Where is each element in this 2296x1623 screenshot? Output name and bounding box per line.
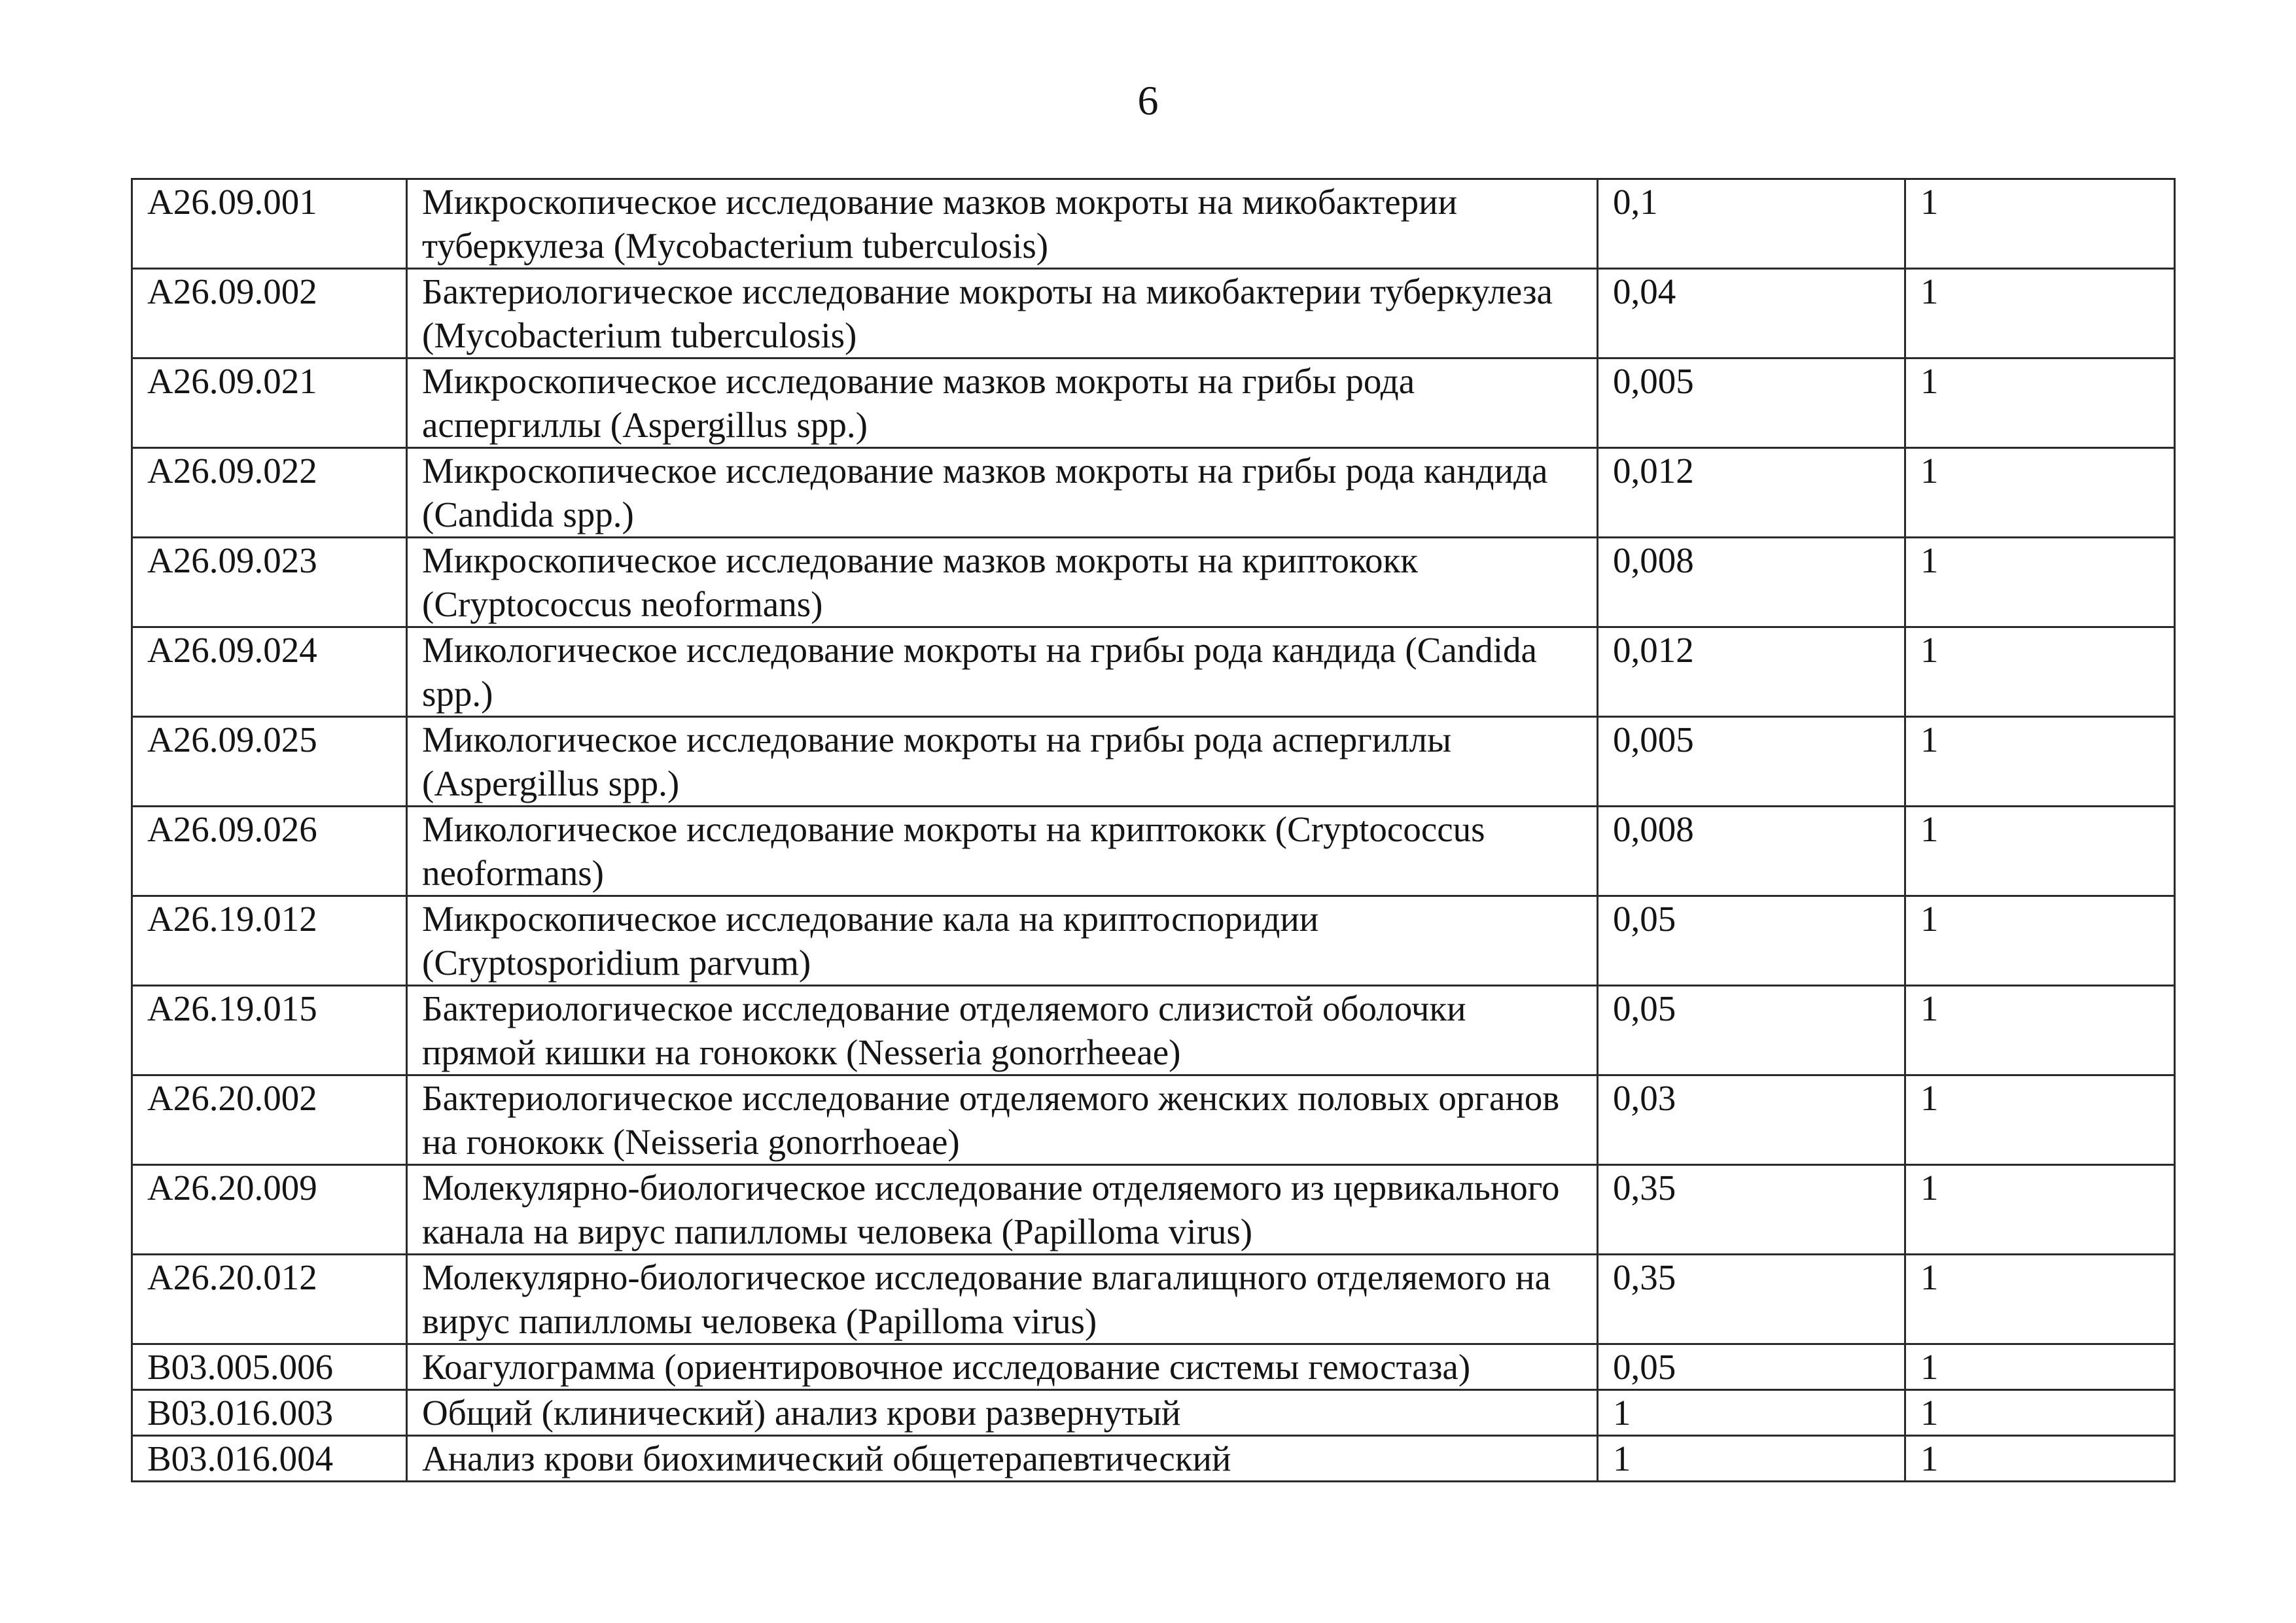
service-code: A26.20.002 bbox=[132, 1075, 407, 1165]
multiplicity-value: 1 bbox=[1905, 358, 2175, 448]
frequency-value: 1 bbox=[1598, 1390, 1905, 1436]
multiplicity-value: 1 bbox=[1905, 179, 2175, 269]
frequency-value: 0,05 bbox=[1598, 986, 1905, 1075]
frequency-value: 0,35 bbox=[1598, 1255, 1905, 1344]
service-code: A26.20.012 bbox=[132, 1255, 407, 1344]
frequency-value: 0,35 bbox=[1598, 1165, 1905, 1255]
frequency-value: 0,012 bbox=[1598, 448, 1905, 538]
service-name: Молекулярно-биологическое исследование влагалищного отделяемого на вирус папилломы человека (Papilloma virus) bbox=[407, 1255, 1598, 1344]
frequency-value: 0,05 bbox=[1598, 1344, 1905, 1390]
service-code: B03.016.003 bbox=[132, 1390, 407, 1436]
service-code: A26.09.026 bbox=[132, 807, 407, 896]
frequency-value: 0,1 bbox=[1598, 179, 1905, 269]
table-row bbox=[132, 717, 2175, 807]
service-name: Микологическое исследование мокроты на грибы рода аспергиллы (Aspergillus spp.) bbox=[407, 717, 1598, 807]
service-name: Бактериологическое исследование мокроты на микобактерии туберкулеза (Mycobacterium tuberculosis) bbox=[407, 269, 1598, 358]
service-name: Микологическое исследование мокроты на криптококк (Cryptococcus neoformans) bbox=[407, 807, 1598, 896]
service-code: A26.19.012 bbox=[132, 896, 407, 986]
service-name: Бактериологическое исследование отделяемого слизистой оболочки прямой кишки на гонококк (Nesseria gonorrheeae) bbox=[407, 986, 1598, 1075]
table-row bbox=[132, 358, 2175, 448]
service-code: A26.09.022 bbox=[132, 448, 407, 538]
service-name: Общий (клинический) анализ крови развернутый bbox=[407, 1390, 1598, 1436]
multiplicity-value: 1 bbox=[1905, 538, 2175, 627]
multiplicity-value: 1 bbox=[1905, 896, 2175, 986]
multiplicity-value: 1 bbox=[1905, 807, 2175, 896]
service-name: Микроскопическое исследование мазков мокроты на криптококк (Cryptococcus neoformans) bbox=[407, 538, 1598, 627]
table-row bbox=[132, 1255, 2175, 1344]
table-row bbox=[132, 896, 2175, 986]
table-row bbox=[132, 986, 2175, 1075]
service-name: Молекулярно-биологическое исследование отделяемого из цервикального канала на вирус папилломы человека (Papilloma virus) bbox=[407, 1165, 1598, 1255]
multiplicity-value: 1 bbox=[1905, 1436, 2175, 1482]
frequency-value: 0,05 bbox=[1598, 896, 1905, 986]
page-number: 6 bbox=[1137, 77, 1159, 124]
table-row bbox=[132, 1436, 2175, 1482]
service-name: Анализ крови биохимический общетерапевтический bbox=[407, 1436, 1598, 1482]
multiplicity-value: 1 bbox=[1905, 1075, 2175, 1165]
table-row bbox=[132, 179, 2175, 269]
table-row bbox=[132, 1165, 2175, 1255]
service-code: A26.09.002 bbox=[132, 269, 407, 358]
table-row bbox=[132, 538, 2175, 627]
service-code: A26.09.001 bbox=[132, 179, 407, 269]
frequency-value: 0,005 bbox=[1598, 717, 1905, 807]
table-row bbox=[132, 807, 2175, 896]
frequency-value: 0,005 bbox=[1598, 358, 1905, 448]
service-code: B03.005.006 bbox=[132, 1344, 407, 1390]
frequency-value: 0,008 bbox=[1598, 807, 1905, 896]
multiplicity-value: 1 bbox=[1905, 1390, 2175, 1436]
multiplicity-value: 1 bbox=[1905, 1165, 2175, 1255]
service-code: A26.20.009 bbox=[132, 1165, 407, 1255]
service-name: Коагулограмма (ориентировочное исследование системы гемостаза) bbox=[407, 1344, 1598, 1390]
service-code: A26.09.021 bbox=[132, 358, 407, 448]
multiplicity-value: 1 bbox=[1905, 448, 2175, 538]
service-code: A26.09.025 bbox=[132, 717, 407, 807]
table-row bbox=[132, 1344, 2175, 1390]
services-table bbox=[131, 178, 2176, 1482]
frequency-value: 0,03 bbox=[1598, 1075, 1905, 1165]
multiplicity-value: 1 bbox=[1905, 627, 2175, 717]
table-row bbox=[132, 1075, 2175, 1165]
frequency-value: 0,04 bbox=[1598, 269, 1905, 358]
multiplicity-value: 1 bbox=[1905, 1255, 2175, 1344]
table-row bbox=[132, 269, 2175, 358]
table-row bbox=[132, 448, 2175, 538]
table-row bbox=[132, 627, 2175, 717]
multiplicity-value: 1 bbox=[1905, 717, 2175, 807]
service-code: B03.016.004 bbox=[132, 1436, 407, 1482]
service-code: A26.09.023 bbox=[132, 538, 407, 627]
service-name: Микроскопическое исследование мазков мокроты на микобактерии туберкулеза (Mycobacterium tuberculosis) bbox=[407, 179, 1598, 269]
multiplicity-value: 1 bbox=[1905, 986, 2175, 1075]
service-code: A26.09.024 bbox=[132, 627, 407, 717]
service-name: Микроскопическое исследование мазков мокроты на грибы рода аспергиллы (Aspergillus spp.) bbox=[407, 358, 1598, 448]
frequency-value: 1 bbox=[1598, 1436, 1905, 1482]
service-name: Микологическое исследование мокроты на грибы рода кандида (Candida spp.) bbox=[407, 627, 1598, 717]
service-name: Микроскопическое исследование кала на криптоспоридии (Cryptosporidium parvum) bbox=[407, 896, 1598, 986]
service-code: A26.19.015 bbox=[132, 986, 407, 1075]
service-name: Микроскопическое исследование мазков мокроты на грибы рода кандида (Candida spp.) bbox=[407, 448, 1598, 538]
table-row bbox=[132, 1390, 2175, 1436]
multiplicity-value: 1 bbox=[1905, 269, 2175, 358]
multiplicity-value: 1 bbox=[1905, 1344, 2175, 1390]
service-name: Бактериологическое исследование отделяемого женских половых органов на гонококк (Neisseria gonorrhoeae) bbox=[407, 1075, 1598, 1165]
frequency-value: 0,008 bbox=[1598, 538, 1905, 627]
frequency-value: 0,012 bbox=[1598, 627, 1905, 717]
